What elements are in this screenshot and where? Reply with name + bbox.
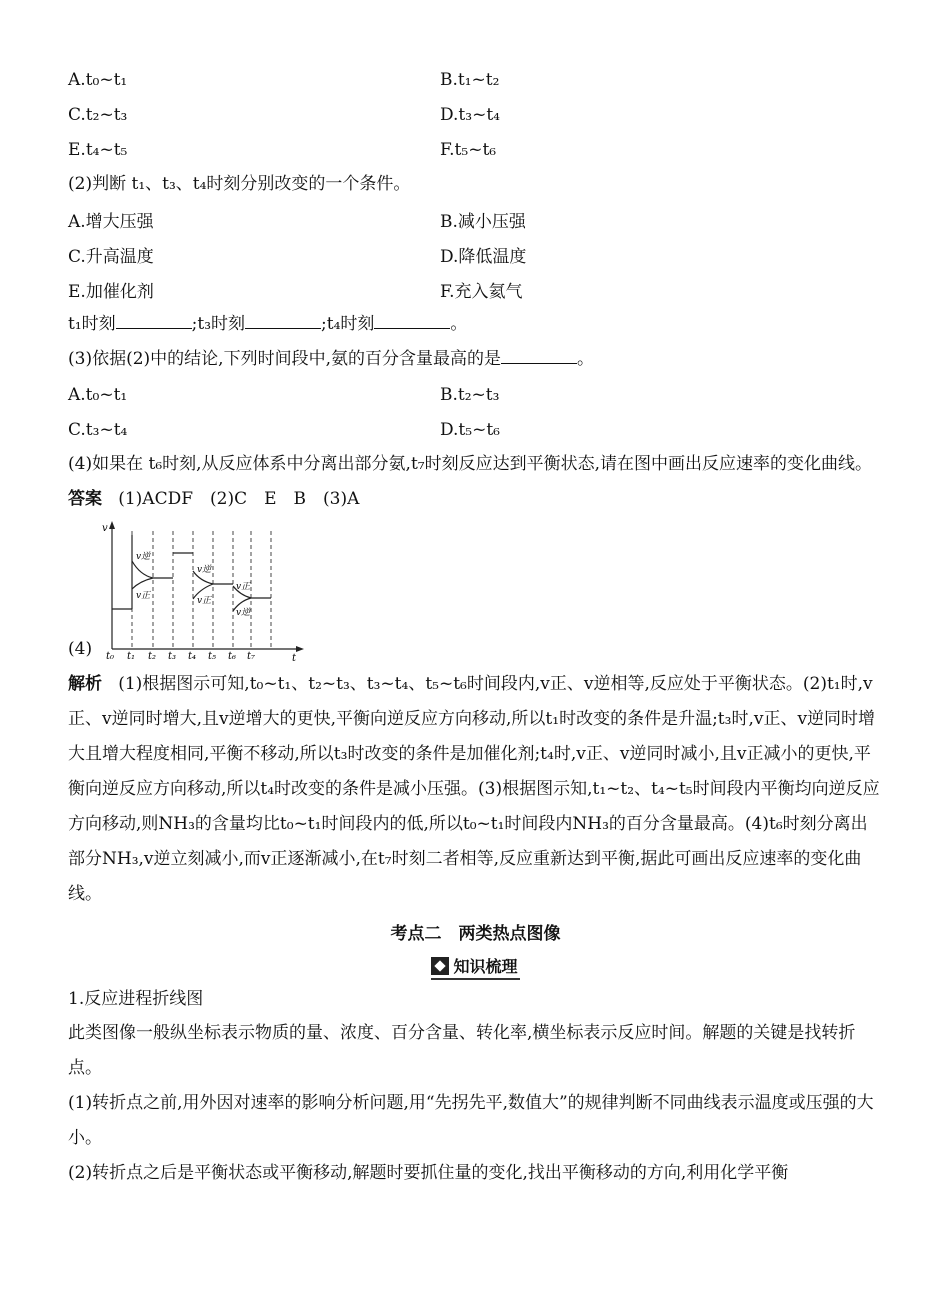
q2-end: 。 [450, 314, 468, 334]
badge-label: 知识梳理 [453, 957, 518, 976]
q3-option-row [68, 412, 883, 447]
q3-stem-line [68, 342, 883, 377]
option-b: B.减小压强 [440, 212, 526, 232]
tick-label: t₂ [148, 651, 157, 661]
answer-text: (1)ACDF (2)C E B (3)A [118, 489, 360, 509]
option-f: F.t₅~t₆ [440, 139, 497, 160]
option-d: D.降低温度 [440, 247, 527, 267]
option-d: D.t₃~t₄ [440, 104, 500, 125]
q3-option-row [68, 377, 883, 412]
answer-blank[interactable] [245, 310, 321, 329]
curve-label: v正 [136, 591, 151, 601]
section-title: 考点二 两类热点图像 [390, 924, 561, 944]
tick-label: t₆ [228, 651, 237, 661]
answer-blank[interactable] [374, 310, 450, 329]
blank-label-t4: ;t₄时刻 [321, 314, 375, 334]
document-page [68, 62, 883, 1191]
tick-label: t₀ [106, 651, 115, 661]
answer-blank[interactable] [501, 345, 577, 364]
q2-option-row [68, 237, 883, 272]
option-c: C.t₃~t₄ [68, 419, 128, 440]
option-a: A.增大压强 [68, 212, 154, 232]
tick-label: t₅ [208, 651, 217, 661]
answer-graph-block [68, 521, 883, 661]
tick-label: t₇ [247, 651, 256, 661]
tick-label: t₄ [188, 651, 197, 661]
answer-label: 答案 [68, 489, 102, 509]
analysis-paragraph [68, 667, 883, 912]
q3-end: 。 [576, 349, 594, 369]
option-e: E.加催化剂 [68, 282, 154, 302]
analysis-text: (1)根据图示可知,t₀~t₁、t₂~t₃、t₃~t₄、t₅~t₆时间段内,v正、v逆相等,反应处于平衡状态。(2)t₁时,v正、v逆同时增大,且v逆增大的更快,平衡向逆反应方向移动,所以t₁时改变的条件是升温;t₃时,v正、v逆同时增大且增大程度相同,平衡不移动,所以t₃时改变的条件是加催化剂;t₄时,v正、v逆同时减小,且v正减小的更快,平衡向逆反应方向移动,所以t₄时改变的条件是减小压强。(3)根据图示知,t₁~t₂、t₄~t₅时间段内平衡均向逆反应方向移动,则NH₃的含量均比t₀~t₁时间段内的低,所以t₀~t₁时间段内NH₃的百分含量最高。(4)t₆时刻分离出部分NH₃,v逆立刻减小,而v正逐渐减小,在t₇时刻二者相等,反应重新达到平衡,据此可画出反应速率的变化曲线。 [68, 674, 880, 904]
q4-stem: (4)如果在 t₆时刻,从反应体系中分离出部分氨,t₇时刻反应达到平衡状态,请在图中画出反应速率的变化曲线。 [68, 454, 872, 474]
q1-option-row [68, 132, 883, 167]
q2-stem: (2)判断 t₁、t₃、t₄时刻分别改变的一个条件。 [68, 174, 411, 194]
option-c: C.升高温度 [68, 247, 154, 267]
tick-label: t₁ [127, 651, 136, 661]
option-b: B.t₂~t₃ [440, 384, 500, 405]
curve-label: v逆 [236, 608, 251, 618]
curve-label: v逆 [197, 565, 212, 575]
q2-option-row [68, 272, 883, 307]
q1-option-row [68, 97, 883, 132]
y-axis-label: v [102, 523, 108, 534]
q3-stem: (3)依据(2)中的结论,下列时间段中,氨的百分含量最高的是 [68, 349, 501, 369]
curve-label: v逆 [136, 552, 151, 562]
knowledge-paragraph: 此类图像一般纵坐标表示物质的量、浓度、百分含量、转化率,横坐标表示反应时间。解题的关键是找转折点。 [68, 1023, 856, 1078]
answer-blank[interactable] [116, 310, 192, 329]
option-a: A.t₀~t₁ [68, 384, 128, 405]
q1-option-row [68, 62, 883, 97]
q2-option-row [68, 202, 883, 237]
answer-q4-prefix: (4) [68, 639, 93, 659]
option-c: C.t₂~t₃ [68, 104, 128, 125]
option-b: B.t₁~t₂ [440, 69, 500, 90]
knowledge-paragraph: (2)转折点之后是平衡状态或平衡移动,解题时要抓住量的变化,找出平衡移动的方向,利用化学平衡 [68, 1163, 789, 1183]
rate-time-graph [100, 521, 305, 661]
knowledge-paragraph: (1)转折点之前,用外因对速率的影响分析问题,用“先拐先平,数值大”的规律判断不同曲线表示温度或压强的大小。 [68, 1093, 874, 1148]
diamond-icon [431, 957, 449, 975]
q2-answer-blanks [68, 307, 883, 342]
analysis-label: 解析 [68, 674, 102, 694]
option-d: D.t₅~t₆ [440, 419, 500, 440]
x-axis-arrow [296, 646, 304, 652]
knowledge-badge [431, 952, 519, 980]
blank-label-t3: ;t₃时刻 [191, 314, 246, 334]
answer-line [68, 482, 883, 517]
option-a: A.t₀~t₁ [68, 69, 128, 90]
curve-label: v正 [236, 582, 251, 592]
blank-label-t1: t₁时刻 [68, 314, 116, 334]
x-axis-label: t [292, 653, 297, 661]
option-e: E.t₄~t₅ [68, 139, 128, 160]
knowledge-heading: 1.反应进程折线图 [68, 989, 204, 1009]
curve-label: v正 [197, 596, 212, 606]
tick-label: t₃ [168, 651, 177, 661]
option-f: F.充入氦气 [440, 282, 523, 302]
y-axis-arrow [109, 521, 115, 529]
knowledge-badge-wrap [68, 952, 883, 982]
